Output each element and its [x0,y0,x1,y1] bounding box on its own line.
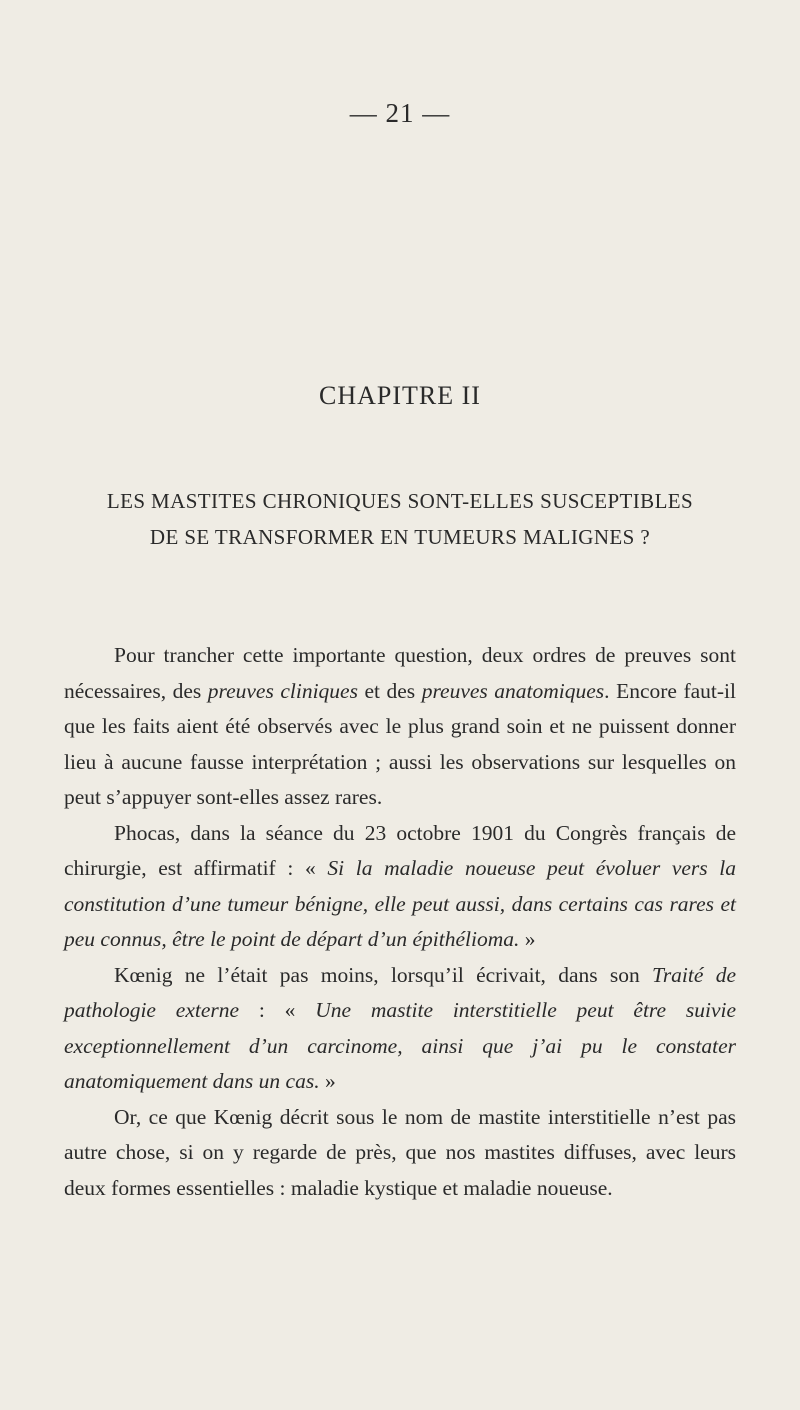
chapter-title [0,483,800,555]
paragraph-2 [64,816,736,958]
chapter-title-line-1: LES MASTITES CHRONIQUES SONT-ELLES SUSCEPTIBLES [106,489,694,513]
paragraph-3 [64,958,736,1100]
paragraph-2-text-1: Phocas, dans la séance du 23 octobre 1901 du Congrès français de chirurgie, est affirmatif : « [64,820,736,880]
paragraph-3-text-2: : « [239,998,316,1022]
paragraph-4-text-1: Or, ce que Kœnig décrit sous le nom de mastite interstitielle n’est pas autre chose, si on y regarde de près, que nos mastites diffuses, avec leurs deux formes essentielles : maladie kystique et maladie noueuse. [64,1104,736,1200]
paragraph-3-text-1: Kœnig ne l’était pas moins, lorsqu’il écrivait, dans son [114,962,653,987]
page-number: — 21 — [349,98,451,128]
paragraph-3-italic-2: Une mastite interstitielle peut être suivie exceptionnellement d’un carcinome, ainsi que j’ai pu le constater anatomiquement dans un cas. [64,998,736,1093]
chapter-title-line-2: DE SE TRANSFORMER EN TUMEURS MALIGNES ? [149,525,651,549]
paragraph-3-text-3: » [319,1069,336,1093]
paragraph-1-italic-2: preuves anatomiques [421,678,605,703]
paragraph-1 [64,638,736,816]
paragraph-1-text-3: . Encore faut-il que les faits aient été observés avec le plus grand soin et ne puissent donner lieu à aucune fausse interprétation ; aussi les observations sur lesquelles on peut s’appuyer sont-elles assez rares. [64,678,736,809]
body-text [64,638,736,1206]
paragraph-4 [64,1100,736,1207]
paragraph-2-italic-1: Si la maladie noueuse peut évoluer vers la constitution d’une tumeur bénigne, elle peut aussi, dans certains cas rares et peu connus, être le point de départ d’un épithélioma. [64,856,736,951]
chapter-heading: CHAPITRE II [319,381,481,410]
paragraph-2-text-2: » [519,927,536,951]
paragraph-3-italic-1: Traité de pathologie externe [64,962,736,1022]
paragraph-1-italic-1: preuves cliniques [207,678,358,703]
paragraph-1-text-1: Pour trancher cette importante question, deux ordres de preuves sont nécessaires, des [64,643,736,703]
paragraph-1-text-2: et des [357,678,422,703]
